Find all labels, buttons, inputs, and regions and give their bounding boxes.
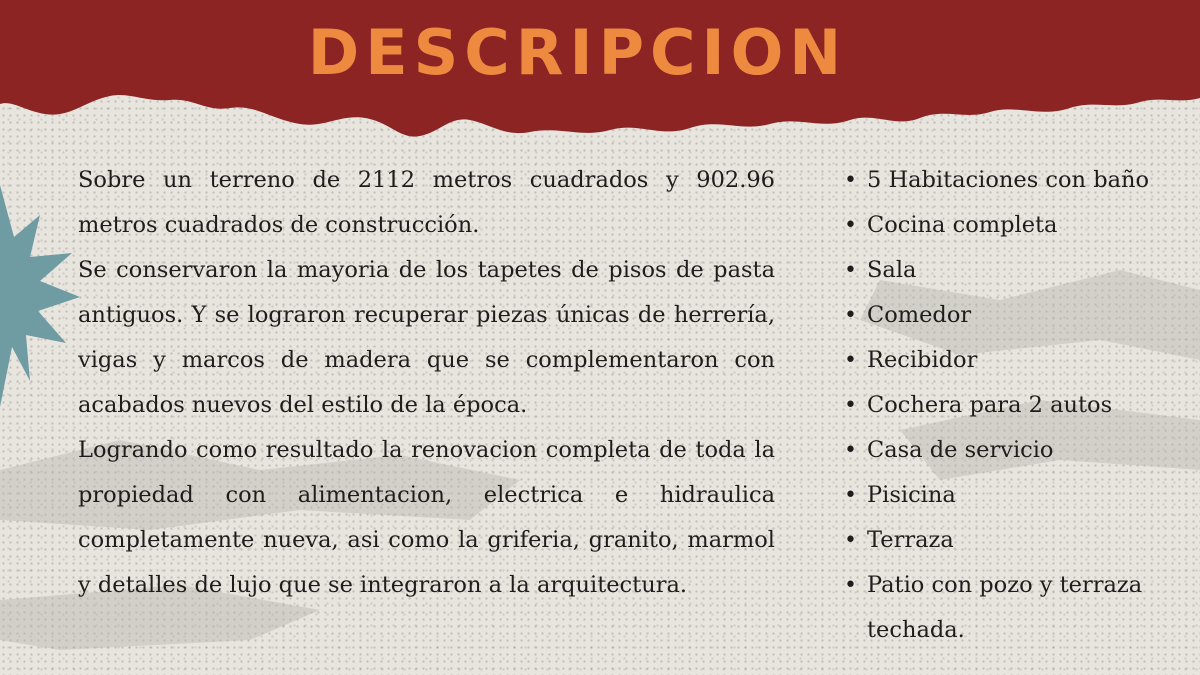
features-list <box>840 158 1170 653</box>
description-text <box>78 158 775 608</box>
list-item <box>840 248 1170 293</box>
decorative-star-icon <box>0 185 80 415</box>
feature-label: Comedor <box>867 302 972 328</box>
bullet-icon: • <box>844 168 857 193</box>
list-item <box>840 428 1170 473</box>
bullet-icon: • <box>844 438 857 463</box>
list-item <box>840 293 1170 338</box>
bullet-icon: • <box>844 393 857 418</box>
bullet-icon: • <box>844 348 857 373</box>
bullet-icon: • <box>844 528 857 553</box>
feature-label: Recibidor <box>867 347 978 373</box>
feature-label: Terraza <box>867 527 954 553</box>
feature-label: Casa de servicio <box>867 437 1054 463</box>
bullet-icon: • <box>844 303 857 328</box>
description-paragraph: Sobre un terreno de 2112 metros cuadrados y 902.96 metros cuadrados de construcción. <box>78 167 775 238</box>
feature-label: Patio con pozo y terraza techada. <box>867 572 1143 643</box>
feature-label: Pisicina <box>867 482 956 508</box>
bullet-icon: • <box>844 213 857 238</box>
description-paragraph: Logrando como resultado la renovacion completa de toda la propiedad con alimentacion, electrica e hidraulica completamente nueva, asi como la griferia, granito, marmol y detalles de lujo que se integraron a la arquitectura. <box>78 437 775 598</box>
feature-label: 5 Habitaciones con baño <box>867 167 1150 193</box>
list-item <box>840 158 1170 203</box>
feature-label: Cocina completa <box>867 212 1058 238</box>
feature-label: Sala <box>867 257 917 283</box>
list-item <box>840 473 1170 518</box>
list-item <box>840 203 1170 248</box>
list-item <box>840 563 1170 653</box>
description-paragraph: Se conservaron la mayoria de los tapetes de pisos de pasta antiguos. Y se lograron recuperar piezas únicas de herrería, vigas y marcos de madera que se complementaron con acabados nuevos del estilo de la época. <box>78 257 775 418</box>
list-item <box>840 338 1170 383</box>
bullet-icon: • <box>844 258 857 283</box>
bullet-icon: • <box>844 483 857 508</box>
page-title: DESCRIPCION <box>307 16 848 89</box>
list-item <box>840 383 1170 428</box>
list-item <box>840 518 1170 563</box>
feature-label: Cochera para 2 autos <box>867 392 1113 418</box>
bullet-icon: • <box>844 573 857 598</box>
